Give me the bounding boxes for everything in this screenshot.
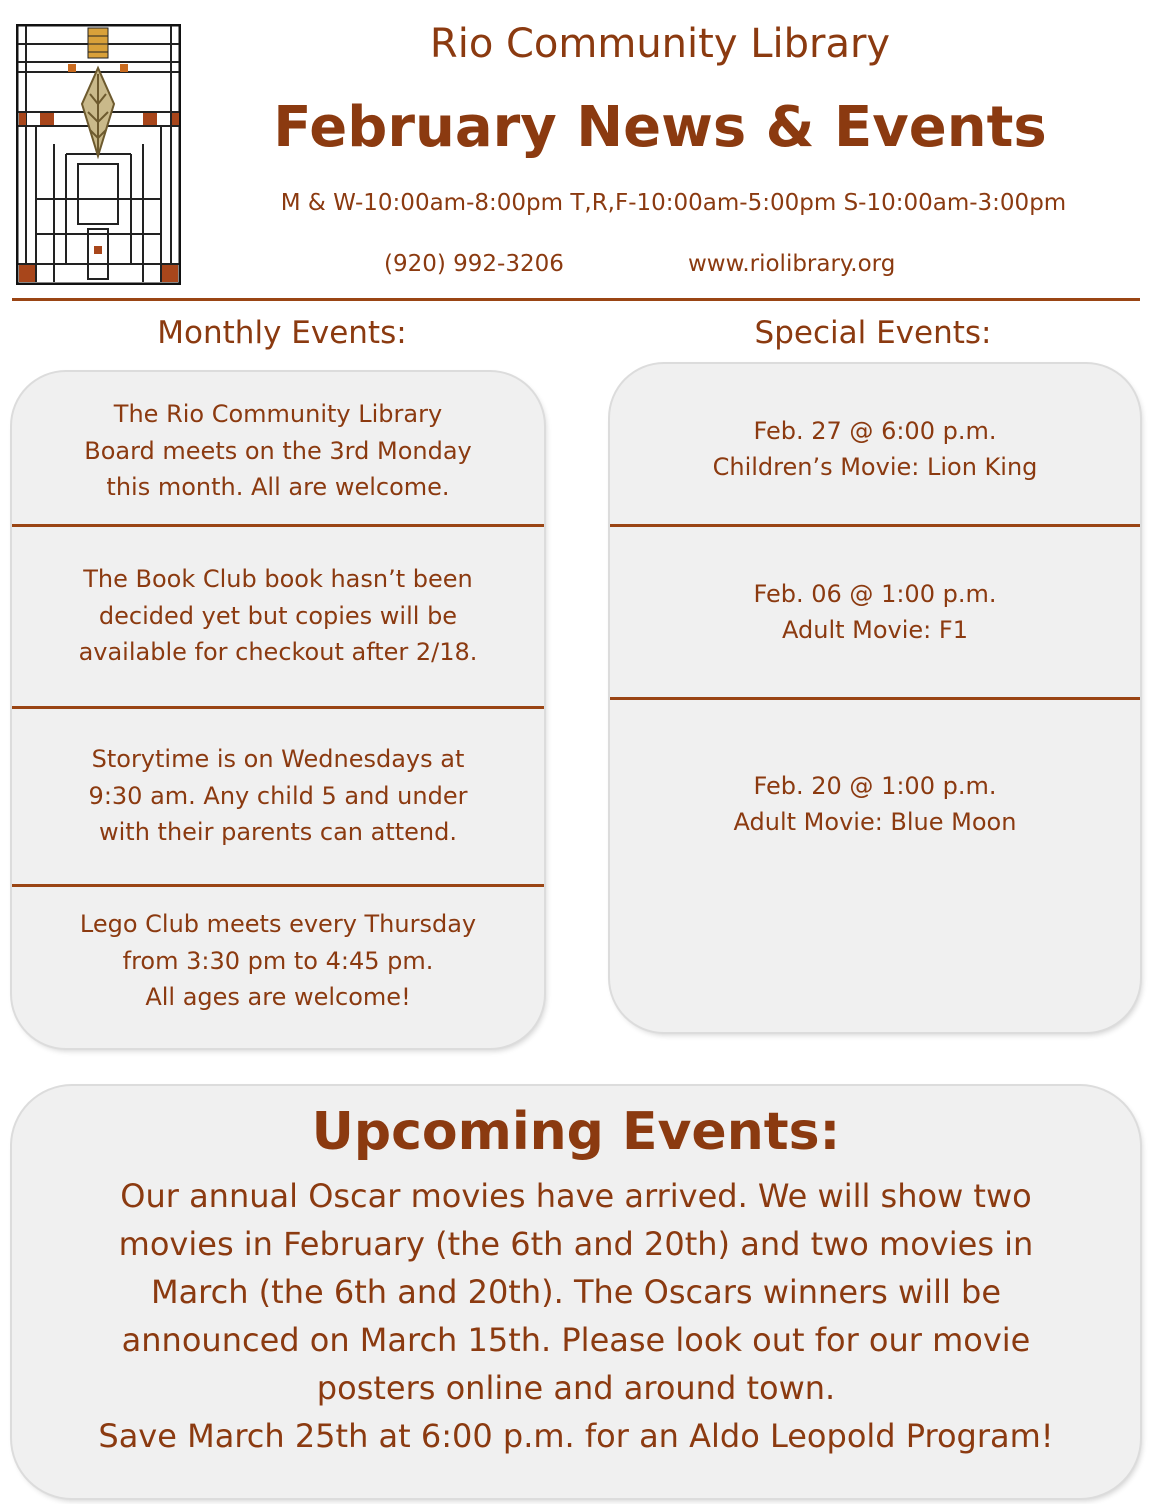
upcoming-events-heading: Upcoming Events: <box>311 1102 841 1162</box>
library-hours: M & W-10:00am-8:00pm T,R,F-10:00am-5:00pm S-10:00am-3:00pm <box>280 190 1067 216</box>
phone-number: (920) 992-3206 <box>384 251 564 277</box>
monthly-event-item: Lego Club meets every Thursday from 3:30 pm to 4:45 pm. All ages are welcome! <box>79 910 477 1012</box>
website-url: www.riolibrary.org <box>688 251 896 277</box>
header-divider <box>12 298 1140 301</box>
special-event-item: Feb. 06 @ 1:00 p.m. Adult Movie: F1 <box>753 579 997 644</box>
special-event-item: Feb. 27 @ 6:00 p.m. Children’s Movie: Lion King <box>712 416 1038 481</box>
special-event-item: Feb. 20 @ 1:00 p.m. Adult Movie: Blue Moon <box>733 771 1017 836</box>
special-events-panel <box>610 364 1140 1032</box>
page-title: February News & Events <box>273 95 1047 160</box>
monthly-events-panel <box>12 372 544 1048</box>
upcoming-events-panel <box>12 1086 1140 1498</box>
panel-divider <box>610 697 1140 700</box>
upcoming-events-text: Our annual Oscar movies have arrived. We will show two movies in February (the 6th and 20th) and two movies in March (the 6th and 20th). The Oscars winners will be announced on March 15th. Please look out for our movie posters online and around town. <box>118 1177 1034 1407</box>
library-name: Rio Community Library <box>429 21 891 67</box>
monthly-event-item: The Rio Community Library Board meets on the 3rd Monday this month. All are welcome. <box>84 400 472 502</box>
monthly-event-item: Storytime is on Wednesdays at 9:30 am. Any child 5 and under with their parents can attend. <box>88 745 468 847</box>
monthly-events-heading: Monthly Events: <box>157 315 407 351</box>
save-the-date-text: Save March 25th at 6:00 p.m. for an Aldo Leopold Program! <box>98 1417 1054 1455</box>
monthly-event-item: The Book Club book hasn’t been decided yet but copies will be available for checkout after 2/18. <box>78 565 478 667</box>
stained-glass-logo-icon <box>16 24 181 285</box>
special-events-heading: Special Events: <box>754 315 992 351</box>
